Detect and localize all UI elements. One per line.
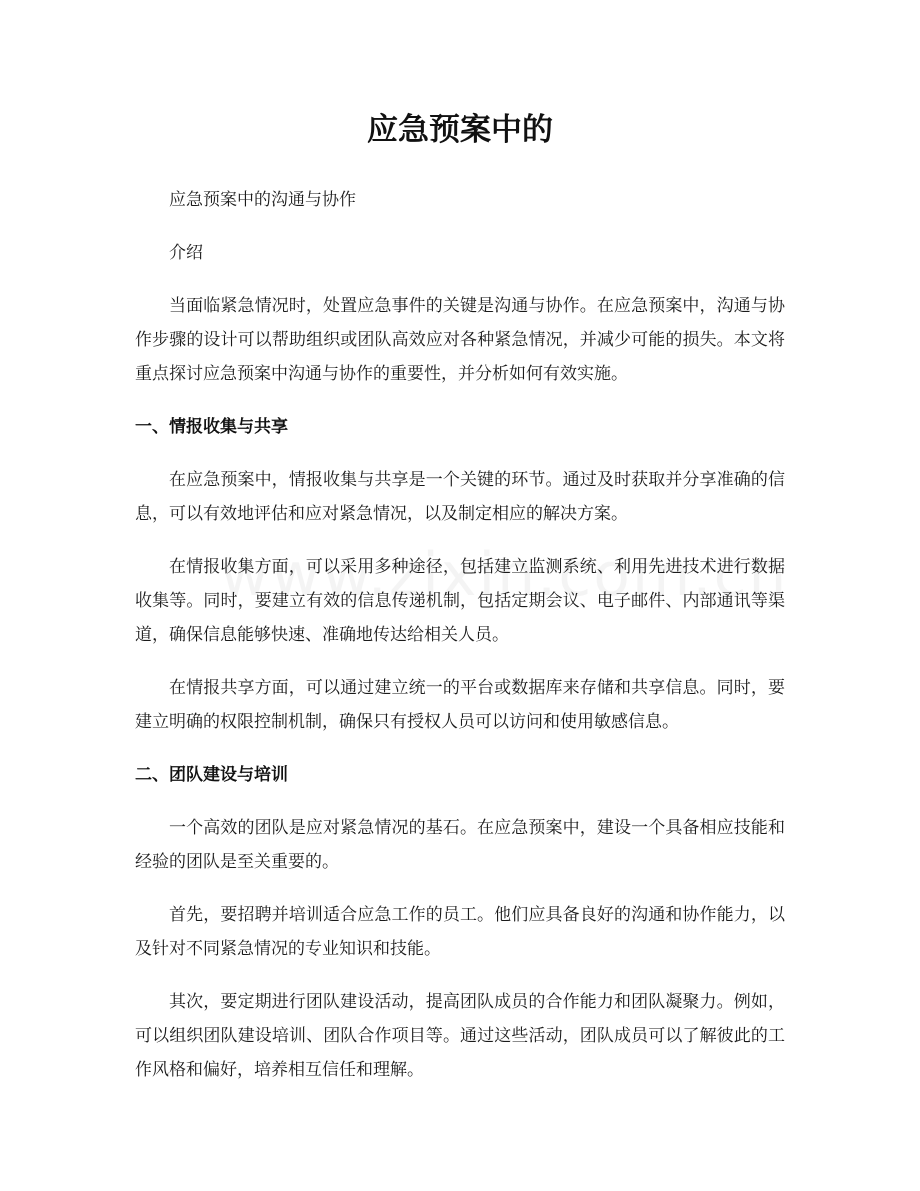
section-1-paragraph: 在情报收集方面，可以采用多种途径，包括建立监测系统、利用先进技术进行数据收集等。同时，要建立有效的信息传递机制，包括定期会议、电子邮件、内部通讯等渠道，确保信息能够快速、准确地传达给相关人员。 — [135, 557, 785, 645]
document-subtitle: 应急预案中的沟通与协作 — [169, 190, 356, 210]
section-2-heading: 二、团队建设与培训 — [135, 765, 288, 785]
intro-heading: 介绍 — [169, 243, 203, 263]
section-2-paragraph: 一个高效的团队是应对紧急情况的基石。在应急预案中，建设一个具备相应技能和经验的团队是至关重要的。 — [135, 818, 785, 872]
document-body — [135, 183, 785, 1106]
section-2-paragraph: 首先，要招聘并培训适合应急工作的员工。他们应具备良好的沟通和协作能力，以及针对不同紧急情况的专业知识和技能。 — [135, 905, 785, 959]
section-1-paragraph: 在情报共享方面，可以通过建立统一的平台或数据库来存储和共享信息。同时，要建立明确的权限控制机制，确保只有授权人员可以访问和使用敏感信息。 — [135, 678, 785, 732]
section-2-paragraph: 其次，要定期进行团队建设活动，提高团队成员的合作能力和团队凝聚力。例如，可以组织团队建设培训、团队合作项目等。通过这些活动，团队成员可以了解彼此的工作风格和偏好，培养相互信任和理解。 — [135, 992, 785, 1080]
intro-paragraph: 当面临紧急情况时，处置应急事件的关键是沟通与协作。在应急预案中，沟通与协作步骤的设计可以帮助组织或团队高效应对各种紧急情况，并减少可能的损失。本文将重点探讨应急预案中沟通与协作的重要性，并分析如何有效实施。 — [135, 296, 785, 384]
section-1-paragraph: 在应急预案中，情报收集与共享是一个关键的环节。通过及时获取并分享准确的信息，可以有效地评估和应对紧急情况，以及制定相应的解决方案。 — [135, 470, 785, 524]
document-title: 应急预案中的 — [367, 112, 553, 148]
section-1-heading: 一、情报收集与共享 — [135, 417, 288, 437]
